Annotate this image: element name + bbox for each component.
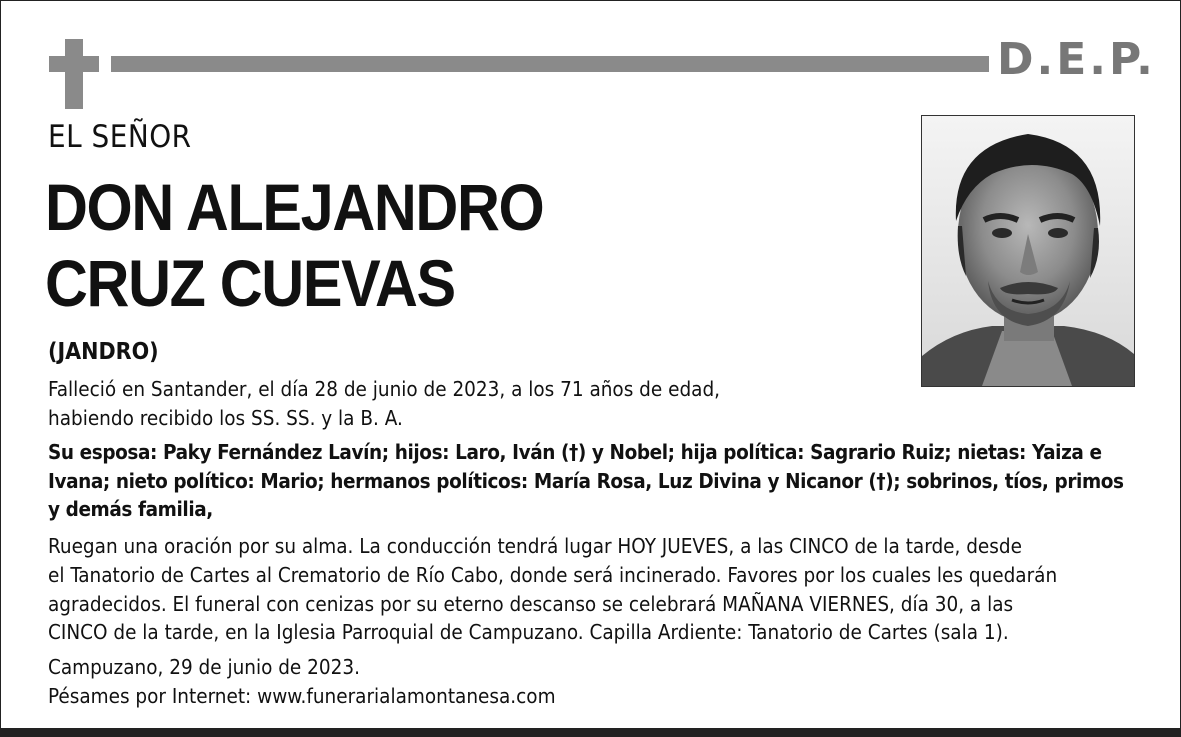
death-line-1: Falleció en Santander, el día 28 de junio de 2023, a los 71 años de edad, [48, 377, 721, 401]
cross-icon [65, 39, 83, 109]
cross-icon-bar [49, 56, 99, 72]
service-line-4: CINCO de la tarde, en la Iglesia Parroquial de Campuzano. Capilla Ardiente: Tanatorio de Cartes (sala 1). [48, 620, 1009, 644]
service-line-2: el Tanatorio de Cartes al Crematorio de Río Cabo, donde será incinerado. Favores por los cuales les quedarán [48, 563, 1058, 587]
header-rule [111, 56, 989, 72]
family-line-3: y demás familia, [48, 497, 213, 521]
footer-date: Campuzano, 29 de junio de 2023. [48, 655, 360, 679]
death-line-2: habiendo recibido los SS. SS. y la B. A. [48, 406, 403, 430]
name-line-2: CRUZ CUEVAS [45, 246, 455, 320]
portrait-image [922, 116, 1134, 386]
family-line-2: Ivana; nieto político: Mario; hermanos políticos: María Rosa, Luz Divina y Nicanor (†); sobrinos, tíos, primos [48, 469, 1124, 493]
deceased-name [45, 169, 543, 321]
dep-mark: D.E.P. [997, 34, 1156, 85]
family-line-1: Su esposa: Paky Fernández Lavín; hijos: Laro, Iván (†) y Nobel; hija política: Sagrario Ruiz; nietas: Yaiza e [48, 440, 1102, 464]
portrait-photo [921, 115, 1135, 387]
bottom-border [1, 728, 1180, 736]
honorific: EL SEÑOR [48, 119, 192, 155]
nickname: (JANDRO) [48, 339, 159, 365]
service-line-3: agradecidos. El funeral con cenizas por su eterno descanso se celebrará MAÑANA VIERNES, día 30, a las [48, 592, 1014, 616]
name-line-1: DON ALEJANDRO [45, 170, 544, 244]
service-line-1: Ruegan una oración por su alma. La conducción tendrá lugar HOY JUEVES, a las CINCO de la tarde, desde [48, 534, 1022, 558]
footer-website: Pésames por Internet: www.funerarialamontanesa.com [48, 684, 556, 708]
